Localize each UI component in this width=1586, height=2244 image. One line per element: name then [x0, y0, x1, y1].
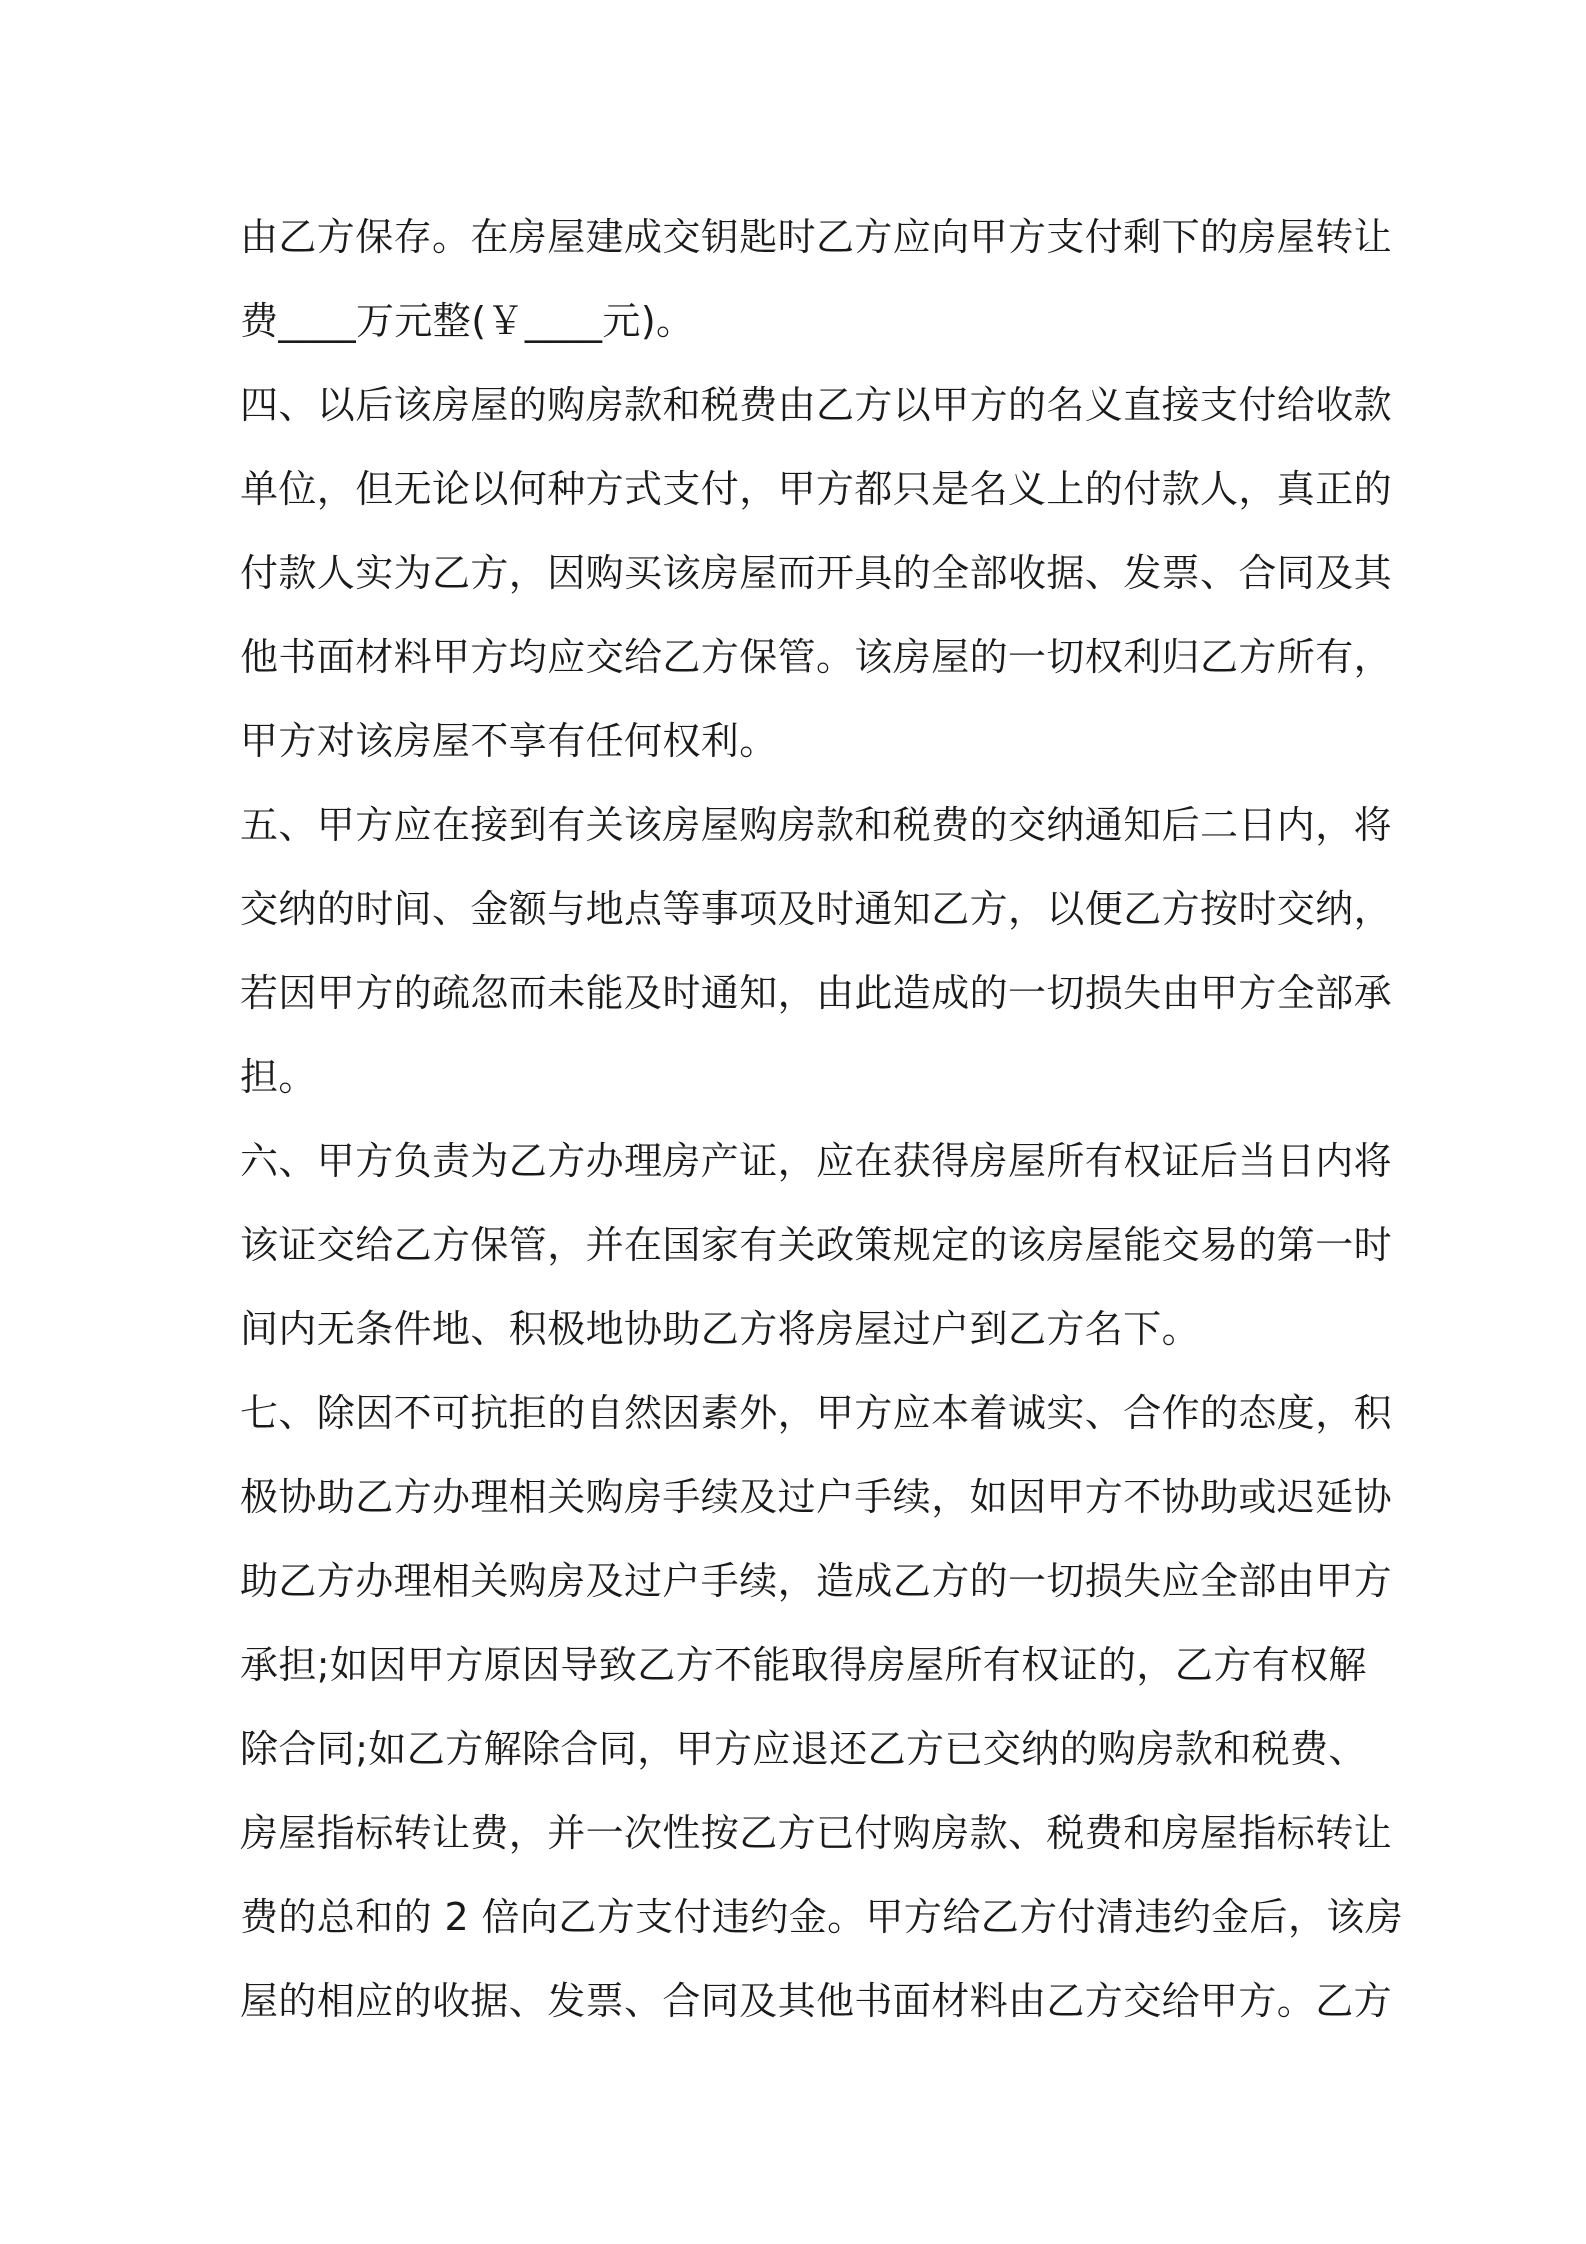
- text-line: 屋的相应的收据、发票、合同及其他书面材料由乙方交给甲方。乙方: [240, 1979, 1393, 2023]
- text-line: 极协助乙方办理相关购房手续及过户手续，如因甲方不协助或迟延协: [240, 1475, 1393, 1519]
- text-line: 他书面材料甲方均应交给乙方保管。该房屋的一切权利归乙方所有，: [240, 635, 1393, 679]
- text-line: 由乙方保存。在房屋建成交钥匙时乙方应向甲方支付剩下的房屋转让: [240, 215, 1393, 259]
- text-line: 该证交给乙方保管，并在国家有关政策规定的该房屋能交易的第一时: [240, 1223, 1393, 1267]
- text-line: 助乙方办理相关购房及过户手续，造成乙方的一切损失应全部由甲方: [240, 1559, 1393, 1603]
- text-line: 若因甲方的疏忽而未能及时通知，由此造成的一切损失由甲方全部承: [240, 971, 1393, 1015]
- text-line: 七、除因不可抗拒的自然因素外，甲方应本着诚实、合作的态度，积: [240, 1391, 1393, 1435]
- text-line: 费的总和的 2 倍向乙方支付违约金。甲方给乙方付清违约金后，该房: [240, 1895, 1404, 1939]
- text-line: 甲方对该房屋不享有任何权利。: [240, 719, 778, 763]
- text-line: 房屋指标转让费，并一次性按乙方已付购房款、税费和房屋指标转让: [240, 1811, 1393, 1855]
- text-line: 担。: [240, 1055, 317, 1099]
- text-line: 五、甲方应在接到有关该房屋购房款和税费的交纳通知后二日内，将: [240, 803, 1393, 847]
- text-line: 承担;如因甲方原因导致乙方不能取得房屋所有权证的，乙方有权解: [240, 1643, 1367, 1687]
- text-line: 费____万元整(￥____元)。: [240, 299, 695, 343]
- text-line: 单位，但无论以何种方式支付，甲方都只是名义上的付款人，真正的: [240, 467, 1393, 511]
- text-line: 四、以后该房屋的购房款和税费由乙方以甲方的名义直接支付给收款: [240, 383, 1393, 427]
- text-line: 间内无条件地、积极地协助乙方将房屋过户到乙方名下。: [240, 1307, 1201, 1351]
- text-line: 付款人实为乙方，因购买该房屋而开具的全部收据、发票、合同及其: [240, 551, 1393, 595]
- text-line: 六、甲方负责为乙方办理房产证，应在获得房屋所有权证后当日内将: [240, 1139, 1393, 1183]
- text-line: 交纳的时间、金额与地点等事项及时通知乙方，以便乙方按时交纳，: [240, 887, 1393, 931]
- text-line: 除合同;如乙方解除合同，甲方应退还乙方已交纳的购房款和税费、: [240, 1727, 1367, 1771]
- contract-body-text: [240, 195, 1404, 2043]
